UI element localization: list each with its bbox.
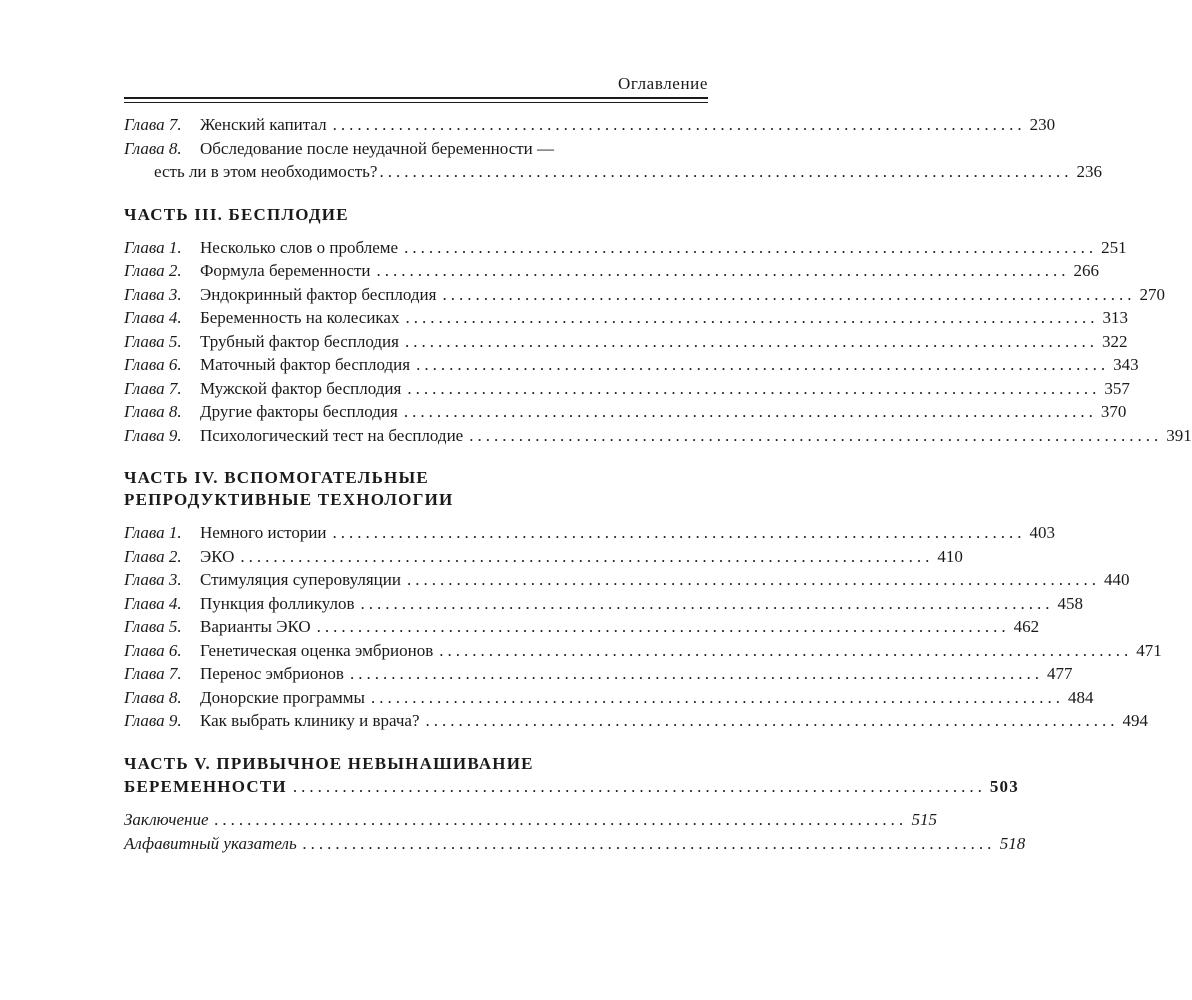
- chapter-label: Глава 9.: [124, 711, 182, 730]
- chapter-title: Немного истории: [200, 523, 327, 542]
- chapter-title: Стимуляция суперовуляции: [200, 570, 401, 589]
- chapter-label: Глава 6.: [124, 640, 182, 660]
- page-number: 266: [1073, 261, 1099, 280]
- toc-entry[interactable]: [124, 306, 1128, 330]
- dot-leader: ....................................................................................: [403, 402, 1097, 421]
- dot-leader: ....................................................................................: [370, 687, 1064, 707]
- chapter-title: Донорские программы: [200, 687, 365, 707]
- dot-leader: ....................................................................................: [240, 546, 934, 566]
- chapter-title: Трубный фактор бесплодия: [200, 331, 399, 351]
- page-number: 403: [1029, 523, 1056, 542]
- chapter-label: Глава 2.: [124, 546, 182, 566]
- chapter-label: Глава 2.: [124, 261, 182, 280]
- chapter-title: ЭКО: [200, 546, 235, 566]
- page-number: 230: [1029, 115, 1056, 134]
- chapter-title: Женский капитал: [200, 115, 327, 134]
- dot-leader: ....................................................................................: [316, 617, 1010, 636]
- chapter-label: Глава 1.: [124, 237, 182, 257]
- page-number: 391: [1166, 425, 1192, 445]
- chapter-label: Глава 8.: [124, 402, 182, 421]
- part-title-line2: РЕПРОДУКТИВНЫЕ ТЕХНОЛОГИИ: [124, 490, 454, 509]
- toc-entry[interactable]: [124, 639, 1162, 663]
- page-number: 494: [1122, 711, 1148, 730]
- chapter-label: Глава 8.: [124, 687, 182, 707]
- page-number: 410: [937, 546, 963, 566]
- running-head: Оглавление: [618, 74, 708, 93]
- dot-leader: ....................................................................................: [292, 776, 986, 796]
- dot-leader: ....................................................................................: [376, 261, 1070, 280]
- part3-chapter-list: [124, 236, 1192, 448]
- page-number: 251: [1101, 237, 1127, 257]
- chapter-label: Глава 7.: [124, 664, 182, 683]
- page-number: 518: [999, 833, 1026, 853]
- page-number: 343: [1113, 355, 1139, 374]
- section-title: Алфавитный указатель: [124, 833, 297, 853]
- part-title-line1: ЧАСТЬ V. ПРИВЫЧНОЕ НЕВЫНАШИВАНИЕ: [124, 753, 534, 773]
- section-title: Заключение: [124, 810, 209, 829]
- dot-leader: ....................................................................................: [425, 711, 1119, 730]
- dot-leader: ....................................................................................: [406, 570, 1100, 589]
- chapter-title: Несколько слов о проблеме: [200, 237, 399, 257]
- toc-entry[interactable]: [124, 832, 1026, 856]
- toc-entry[interactable]: [124, 662, 1073, 686]
- part-title: ЧАСТЬ III. БЕСПЛОДИЕ: [124, 204, 349, 224]
- page-number: 462: [1013, 617, 1040, 636]
- dot-leader: ....................................................................................: [407, 378, 1101, 398]
- toc-entry[interactable]: [124, 330, 1128, 354]
- toc-entry[interactable]: [124, 259, 1099, 283]
- dot-leader: ....................................................................................: [332, 115, 1026, 134]
- page-number: 322: [1101, 331, 1128, 351]
- chapter-label: Глава 4.: [124, 593, 182, 613]
- toc-entry[interactable]: [124, 400, 1127, 424]
- dot-leader: ....................................................................................: [404, 331, 1098, 351]
- page-number: 515: [911, 810, 938, 829]
- chapter-label: Глава 5.: [124, 617, 182, 636]
- chapter-label: Глава 8.: [124, 138, 182, 158]
- chapter-label: Глава 9.: [124, 425, 182, 445]
- dot-leader: ....................................................................................: [416, 355, 1110, 374]
- dot-leader: ....................................................................................: [404, 237, 1098, 257]
- chapter-title: Генетическая оценка эмбрионов: [200, 640, 434, 660]
- chapter-label: Глава 4.: [124, 308, 182, 327]
- toc-entry[interactable]: [124, 283, 1165, 307]
- table-of-contents: [124, 113, 1192, 855]
- toc-entry[interactable]: [124, 236, 1127, 260]
- header-rule-thin: [124, 102, 708, 103]
- part-heading[interactable]: [124, 467, 708, 511]
- toc-entry[interactable]: [124, 808, 938, 832]
- toc-entry[interactable]: [124, 377, 1130, 401]
- part-title-line2-row: [124, 775, 1019, 799]
- dot-leader: ....................................................................................: [442, 284, 1136, 304]
- chapter-title: Беременность на колесиках: [200, 308, 400, 327]
- chapter-title: Маточный фактор бесплодия: [200, 355, 411, 374]
- dot-leader: ....................................................................................: [379, 162, 1073, 181]
- dot-leader: ....................................................................................: [214, 810, 908, 829]
- toc-entry[interactable]: [124, 353, 1139, 377]
- toc-entry[interactable]: [124, 545, 963, 569]
- toc-entry[interactable]: [124, 709, 1148, 733]
- part-title-line2: БЕРЕМЕННОСТИ: [124, 776, 287, 796]
- toc-entry[interactable]: [124, 686, 1094, 710]
- chapter-title-line1: Обследование после неудачной беременности —: [200, 138, 555, 158]
- dot-leader: ....................................................................................: [332, 523, 1026, 542]
- dot-leader: ....................................................................................: [360, 593, 1054, 613]
- part-title-line1: ЧАСТЬ IV. ВСПОМОГАТЕЛЬНЫЕ: [124, 468, 429, 487]
- page-number: 477: [1046, 664, 1073, 683]
- chapter-label: Глава 3.: [124, 570, 182, 589]
- page-number: 471: [1136, 640, 1162, 660]
- toc-entry[interactable]: [124, 615, 1040, 639]
- toc-entry[interactable]: [124, 137, 708, 161]
- dot-leader: ....................................................................................: [439, 640, 1133, 660]
- dot-leader: ....................................................................................: [405, 308, 1099, 327]
- chapter-label: Глава 7.: [124, 378, 182, 398]
- dot-leader: ....................................................................................: [302, 833, 996, 853]
- dot-leader: ....................................................................................: [349, 664, 1043, 683]
- part-heading[interactable]: [124, 204, 708, 226]
- page-number: 484: [1067, 687, 1094, 707]
- chapter-label: Глава 3.: [124, 284, 182, 304]
- chapter-label: Глава 5.: [124, 331, 182, 351]
- page-number: 503: [989, 776, 1019, 796]
- chapter-title: Формула беременности: [200, 261, 371, 280]
- chapter-label: Глава 7.: [124, 115, 182, 134]
- part-heading[interactable]: [124, 753, 1019, 799]
- chapter-title: Мужской фактор бесплодия: [200, 378, 402, 398]
- chapter-title-line2: есть ли в этом необходимость?: [154, 162, 378, 181]
- page-number: 236: [1076, 162, 1102, 181]
- dot-leader: ....................................................................................: [469, 425, 1163, 445]
- chapter-label: Глава 6.: [124, 355, 182, 374]
- page-number: 357: [1104, 378, 1130, 398]
- chapter-title: Эндокринный фактор бесплодия: [200, 284, 437, 304]
- toc-entry[interactable]: [124, 113, 1056, 137]
- toc-entry-continuation[interactable]: [124, 160, 1102, 184]
- chapter-title: Варианты ЭКО: [200, 617, 311, 636]
- toc-entry[interactable]: [124, 592, 1084, 616]
- toc-entry[interactable]: [124, 424, 1192, 448]
- page-number: 458: [1057, 593, 1084, 613]
- page-number: 270: [1139, 284, 1165, 304]
- chapter-title: Как выбрать клинику и врача?: [200, 711, 420, 730]
- part4-chapter-list: [124, 521, 1162, 733]
- page-number: 370: [1100, 402, 1127, 421]
- toc-entry[interactable]: [124, 568, 1130, 592]
- chapter-title: Перенос эмбрионов: [200, 664, 344, 683]
- header-rule-thick: [124, 97, 708, 99]
- page-number: 440: [1103, 570, 1130, 589]
- chapter-title: Пункция фолликулов: [200, 593, 355, 613]
- toc-entry[interactable]: [124, 521, 1056, 545]
- chapter-label: Глава 1.: [124, 523, 182, 542]
- page-number: 313: [1102, 308, 1128, 327]
- chapter-title: Психологический тест на бесплодие: [200, 425, 464, 445]
- chapter-title: Другие факторы бесплодия: [200, 402, 398, 421]
